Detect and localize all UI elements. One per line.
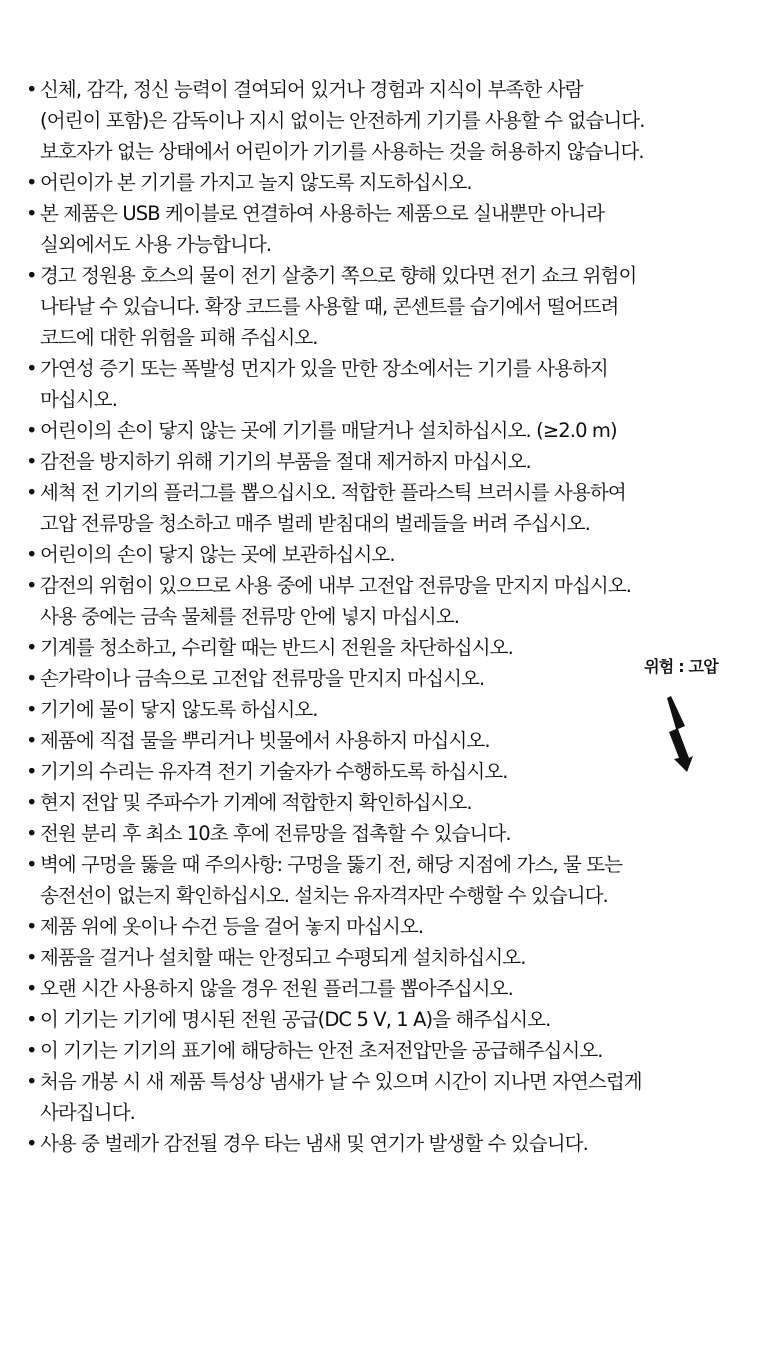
- bullet-item: [0, 1066, 780, 1128]
- bullet-text-line: 실외에서도 사용 가능합니다.: [40, 233, 272, 256]
- bullet-dot-icon: •: [26, 760, 37, 783]
- bullet-dot-icon: •: [26, 171, 37, 194]
- bullet-dot-icon: •: [26, 1132, 37, 1155]
- bullet-item: [0, 74, 780, 167]
- bullet-dot-icon: •: [26, 791, 37, 814]
- bullet-item: [0, 911, 780, 942]
- bullet-text-line: (어린이 포함)은 감독이나 지시 없이는 안전하게 기기를 사용할 수 없습니다.: [40, 109, 645, 132]
- bullet-text-line: 이 기기는 기기에 명시된 전원 공급(DC 5 V, 1 A)을 해주십시오.: [40, 1008, 551, 1031]
- bullet-item: [0, 198, 780, 260]
- bullet-text-line: 전원 분리 후 최소 10초 후에 전류망을 접촉할 수 있습니다.: [40, 822, 511, 845]
- bullet-item: [0, 1035, 780, 1066]
- bullet-text-line: 송전선이 없는지 확인하십시오. 설치는 유자격자만 수행할 수 있습니다.: [40, 884, 608, 907]
- bullet-text-line: 경고 정원용 호스의 물이 전기 살충기 쪽으로 향해 있다면 전기 쇼크 위험이: [40, 264, 637, 287]
- bullet-text-line: 어린이의 손이 닿지 않는 곳에 보관하십시오.: [40, 543, 395, 566]
- bullet-dot-icon: •: [26, 822, 37, 845]
- bullet-dot-icon: •: [26, 357, 37, 380]
- bullet-text-line: 감전의 위험이 있으므로 사용 중에 내부 고전압 전류망을 만지지 마십시오.: [40, 574, 632, 597]
- bullet-item: [0, 818, 780, 849]
- bullet-dot-icon: •: [26, 915, 37, 938]
- bullet-item: [0, 353, 780, 415]
- bullet-item: [0, 539, 780, 570]
- bullet-text-line: 제품 위에 옷이나 수건 등을 걸어 놓지 마십시오.: [40, 915, 424, 938]
- safety-instructions: [0, 74, 780, 1159]
- bullet-dot-icon: •: [26, 667, 37, 690]
- high-voltage-warning: [626, 656, 736, 772]
- warning-label: 위험 : 고압: [644, 657, 718, 676]
- bullet-text-line: 감전을 방지하기 위해 기기의 부품을 절대 제거하지 마십시오.: [40, 450, 531, 473]
- high-voltage-bolt-icon: [663, 696, 699, 772]
- bullet-text-line: 사용 중 벌레가 감전될 경우 타는 냄새 및 연기가 발생할 수 있습니다.: [40, 1132, 588, 1155]
- bullet-text-line: 고압 전류망을 청소하고 매주 벌레 받침대의 벌레들을 버려 주십시오.: [40, 512, 590, 535]
- bullet-dot-icon: •: [26, 853, 37, 876]
- bullet-dot-icon: •: [26, 977, 37, 1000]
- bullet-dot-icon: •: [26, 450, 37, 473]
- bullet-text-line: 코드에 대한 위험을 피해 주십시오.: [40, 326, 318, 349]
- bullet-text-line: 손가락이나 금속으로 고전압 전류망을 만지지 마십시오.: [40, 667, 485, 690]
- bullet-text-line: 나타날 수 있습니다. 확장 코드를 사용할 때, 콘센트를 습기에서 떨어뜨려: [40, 295, 619, 318]
- bullet-text-line: 어린이의 손이 닿지 않는 곳에 기기를 매달거나 설치하십시오. (≥2.0 m): [40, 419, 617, 442]
- bullet-dot-icon: •: [26, 1008, 37, 1031]
- bullet-dot-icon: •: [26, 698, 37, 721]
- bullet-text-line: 기기에 물이 닿지 않도록 하십시오.: [40, 698, 318, 721]
- bullet-text-line: 보호자가 없는 상태에서 어린이가 기기를 사용하는 것을 허용하지 않습니다.: [40, 140, 644, 163]
- bullet-dot-icon: •: [26, 78, 37, 101]
- bullet-item: [0, 446, 780, 477]
- bullet-item: [0, 167, 780, 198]
- bullet-text-line: 신체, 감각, 정신 능력이 결여되어 있거나 경험과 지식이 부족한 사람: [40, 78, 583, 101]
- bullet-dot-icon: •: [26, 946, 37, 969]
- bullet-text-line: 마십시오.: [40, 388, 118, 411]
- bullet-text-line: 세척 전 기기의 플러그를 뽑으십시오. 적합한 플라스틱 브러시를 사용하여: [40, 481, 626, 504]
- bullet-text-line: 벽에 구멍을 뚫을 때 주의사항: 구멍을 뚫기 전, 해당 지점에 가스, 물 또는: [40, 853, 623, 876]
- bullet-dot-icon: •: [26, 636, 37, 659]
- bullet-text-line: 제품을 걸거나 설치할 때는 안정되고 수평되게 설치하십시오.: [40, 946, 526, 969]
- bullet-dot-icon: •: [26, 574, 37, 597]
- bullet-item: [0, 1128, 780, 1159]
- bullet-text-line: 이 기기는 기기의 표기에 해당하는 안전 초저전압만을 공급해주십시오.: [40, 1039, 603, 1062]
- bullet-item: [0, 260, 780, 353]
- bullet-text-line: 사라집니다.: [40, 1101, 135, 1124]
- bullet-text-line: 가연성 증기 또는 폭발성 먼지가 있을 만한 장소에서는 기기를 사용하지: [40, 357, 608, 380]
- bullet-text-line: 처음 개봉 시 새 제품 특성상 냄새가 날 수 있으며 시간이 지나면 자연스럽게: [40, 1070, 642, 1093]
- bullet-text-line: 기기의 수리는 유자격 전기 기술자가 수행하도록 하십시오.: [40, 760, 508, 783]
- bullet-dot-icon: •: [26, 729, 37, 752]
- bullet-text-line: 사용 중에는 금속 물체를 전류망 안에 넣지 마십시오.: [40, 605, 460, 628]
- bullet-item: [0, 973, 780, 1004]
- bullet-item: [0, 942, 780, 973]
- safety-bullet-list: [0, 74, 780, 1159]
- bullet-item: [0, 415, 780, 446]
- bullet-dot-icon: •: [26, 419, 37, 442]
- bullet-text-line: 현지 전압 및 주파수가 기계에 적합한지 확인하십시오.: [40, 791, 472, 814]
- bullet-dot-icon: •: [26, 481, 37, 504]
- bullet-dot-icon: •: [26, 202, 37, 225]
- bullet-item: [0, 477, 780, 539]
- bullet-text-line: 기계를 청소하고, 수리할 때는 반드시 전원을 차단하십시오.: [40, 636, 513, 659]
- bullet-dot-icon: •: [26, 1039, 37, 1062]
- bullet-text-line: 오랜 시간 사용하지 않을 경우 전원 플러그를 뽑아주십시오.: [40, 977, 513, 1000]
- bullet-item: [0, 787, 780, 818]
- bullet-item: [0, 1004, 780, 1035]
- bullet-dot-icon: •: [26, 1070, 37, 1093]
- bullet-text-line: 제품에 직접 물을 뿌리거나 빗물에서 사용하지 마십시오.: [40, 729, 490, 752]
- bullet-dot-icon: •: [26, 264, 37, 287]
- bullet-text-line: 본 제품은 USB 케이블로 연결하여 사용하는 제품으로 실내뿐만 아니라: [40, 202, 605, 225]
- bullet-text-line: 어린이가 본 기기를 가지고 놀지 않도록 지도하십시오.: [40, 171, 472, 194]
- bullet-item: [0, 570, 780, 632]
- bullet-item: [0, 849, 780, 911]
- bullet-dot-icon: •: [26, 543, 37, 566]
